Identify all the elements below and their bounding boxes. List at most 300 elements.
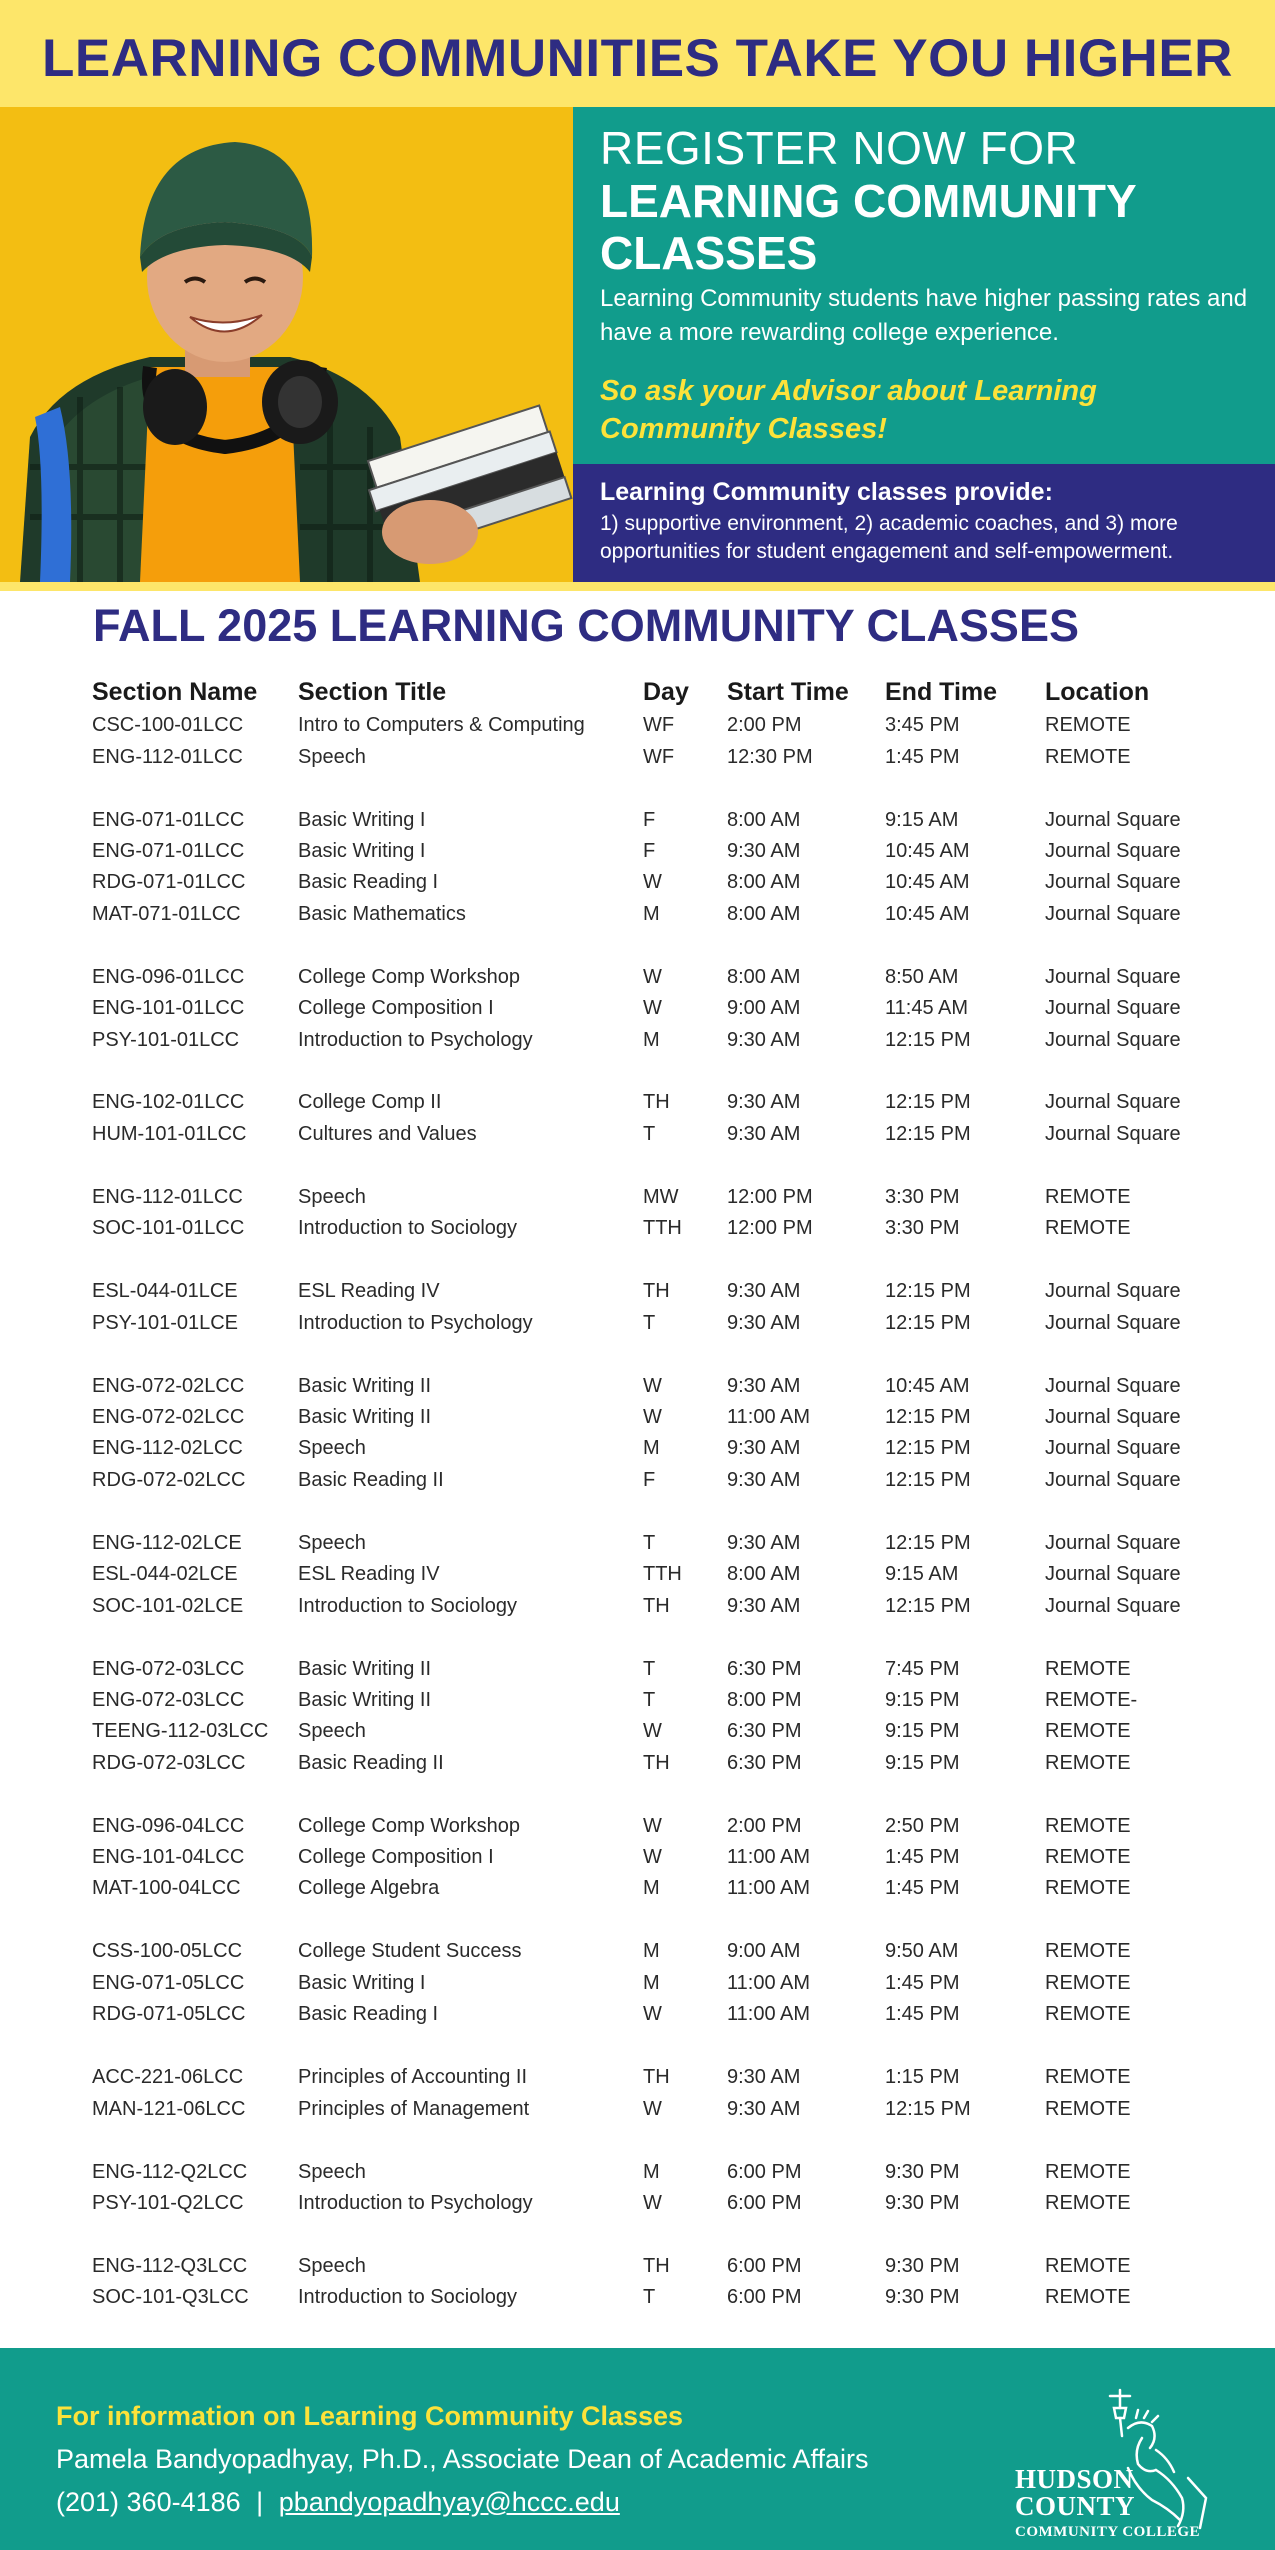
cell-start-time: 8:00 AM [727,808,801,831]
cell-day: M [643,1028,660,1051]
table-row [92,741,1225,772]
cell-day: F [643,1468,656,1491]
cell-day: WF [643,714,675,737]
cell-day: T [643,2286,656,2309]
cell-start-time: 8:00 AM [727,902,801,925]
cell-end-time: 12:15 PM [885,1280,971,1303]
cell-section-title: Intro to Computers & Computing [298,714,585,737]
cell-location: REMOTE [1045,1217,1131,1240]
group-spacer [92,1056,1225,1088]
cell-location: Journal Square [1045,1468,1181,1491]
cell-day: T [643,1311,656,1334]
cell-day: TH [643,1091,670,1114]
group-spacer-cell [92,930,1225,962]
cell-section-name: ACC-221-06LCC [92,2066,244,2089]
cell-end-time: 12:15 PM [885,1311,971,1334]
cell-section-name: SOC-101-02LCE [92,1594,244,1617]
cell-location: Journal Square [1045,1374,1181,1397]
cell-section-title: Introduction to Sociology [298,1594,518,1617]
table-row [92,1276,1225,1307]
cell-end-time: 12:15 PM [885,1437,971,1460]
cell-section-title: Basic Writing II [298,1657,431,1680]
cell-section-name: ENG-071-05LCC [92,1971,245,1994]
cell-location: Journal Square [1045,1122,1181,1145]
cell-end-time: 2:50 PM [885,1814,960,1837]
cell-start-time: 11:00 AM [727,1406,811,1428]
table-row [92,2282,1225,2313]
group-spacer-cell [92,1905,1225,1937]
cell-location: Journal Square [1045,1406,1181,1428]
group-spacer-cell [92,1496,1225,1528]
cell-end-time: 9:15 AM [885,1563,959,1586]
header-location: Location [1045,677,1150,706]
table-row [92,836,1225,867]
register-panel [573,107,1275,464]
cell-location: REMOTE [1045,1657,1131,1680]
table-row [92,1087,1225,1118]
cell-start-time: 9:30 AM [727,2097,801,2120]
cell-day: T [643,1688,656,1711]
cell-section-name: ENG-101-01LCC [92,997,245,1020]
table-row [92,1528,1225,1559]
cell-section-title: Basic Writing I [298,808,426,831]
cell-day: TH [643,1751,670,1774]
table-row [92,1402,1225,1433]
cell-location: REMOTE [1045,2254,1131,2277]
cell-section-name: PSY-101-Q2LCC [92,2191,244,2214]
cell-end-time: 12:15 PM [885,1122,971,1145]
table-row [92,2156,1225,2187]
cell-section-title: Speech [298,1185,366,1208]
cell-day: TH [643,1594,670,1617]
cell-section-title: ESL Reading IV [298,1280,440,1303]
cell-day: W [643,1846,662,1869]
group-spacer-cell [92,773,1225,805]
table-row [92,710,1225,741]
cell-section-name: RDG-072-02LCC [92,1468,246,1491]
cell-end-time: 3:45 PM [885,714,960,737]
cell-end-time: 12:15 PM [885,1028,971,1051]
cell-end-time: 12:15 PM [885,1406,971,1428]
cell-day: M [643,902,660,925]
cell-location: REMOTE [1045,1877,1131,1900]
cell-end-time: 10:45 AM [885,902,970,925]
cell-end-time: 7:45 PM [885,1657,960,1680]
schedule-header-row [92,674,1225,710]
cell-end-time: 12:15 PM [885,2097,971,2120]
register-heading-bold: LEARNING COMMUNITY CLASSES [600,175,1136,279]
cell-section-name: ENG-101-04LCC [92,1846,245,1869]
group-spacer-cell [92,1779,1225,1811]
cell-day: W [643,1374,662,1397]
cell-day: TTH [643,1217,682,1240]
cell-section-title: Cultures and Values [298,1122,477,1145]
cell-section-title: Basic Reading II [298,1751,444,1774]
table-row [92,899,1225,930]
top-banner [0,0,1275,107]
cell-start-time: 9:30 AM [727,1531,801,1554]
cell-section-name: CSS-100-05LCC [92,1940,243,1963]
cell-day: M [643,2160,660,2183]
table-row [92,1024,1225,1055]
cell-start-time: 2:00 PM [727,1814,802,1837]
contact-line [56,2487,620,2518]
header-start-time: Start Time [727,677,849,706]
cell-section-name: ENG-072-03LCC [92,1688,245,1711]
cell-section-name: PSY-101-01LCC [92,1028,240,1051]
cell-location: Journal Square [1045,1311,1181,1334]
cell-day: TH [643,2066,670,2089]
cell-start-time: 6:00 PM [727,2191,802,2214]
cell-start-time: 9:00 AM [727,1940,801,1963]
cell-day: TH [643,2254,670,2277]
cell-section-name: ENG-096-01LCC [92,965,245,988]
advisor-callout: So ask your Advisor about Learning Community Classes! [600,375,1097,445]
cell-location: REMOTE [1045,1846,1131,1869]
cell-end-time: 9:30 PM [885,2254,960,2277]
table-row [92,1748,1225,1779]
cell-section-title: Speech [298,2160,366,2183]
cell-start-time: 9:30 AM [727,1468,801,1491]
cell-start-time: 12:30 PM [727,745,813,768]
cell-day: W [643,2003,662,2026]
cell-start-time: 9:30 AM [727,1311,801,1334]
cell-start-time: 9:30 AM [727,2066,801,2089]
cell-location: REMOTE [1045,2066,1131,2089]
cell-day: TH [643,1280,670,1303]
contact-email-link[interactable]: pbandyopadhyay@hccc.edu [278,2487,620,2517]
cell-start-time: 6:30 PM [727,1720,802,1743]
table-row [92,1999,1225,2030]
benefits-panel [573,464,1275,582]
cell-location: Journal Square [1045,997,1181,1020]
cell-start-time: 6:30 PM [727,1751,802,1774]
group-spacer [92,2125,1225,2157]
cell-location: REMOTE [1045,1971,1131,1994]
logo-line-3: COMMUNITY COLLEGE [1015,2524,1201,2540]
table-row [92,1873,1225,1904]
cell-day: WF [643,745,675,768]
table-row [92,1653,1225,1684]
cell-section-title: College Comp Workshop [298,965,520,988]
cell-section-name: MAT-100-04LCC [92,1877,241,1900]
table-row [92,1811,1225,1842]
cell-end-time: 1:45 PM [885,1877,960,1900]
cell-location: Journal Square [1045,1280,1181,1303]
cell-location: Journal Square [1045,1563,1181,1586]
cell-section-name: ENG-112-01LCC [92,745,243,768]
cell-section-name: ENG-112-02LCC [92,1437,243,1460]
cell-section-name: ESL-044-02LCE [92,1563,238,1586]
cell-section-title: ESL Reading IV [298,1563,440,1586]
cell-day: T [643,1122,656,1145]
cell-day: W [643,965,662,988]
cell-section-name: ENG-112-02LCE [92,1531,242,1554]
table-row [92,1936,1225,1967]
cell-start-time: 11:00 AM [727,1877,811,1900]
group-spacer [92,1339,1225,1371]
table-row [92,2062,1225,2093]
cell-location: REMOTE- [1045,1688,1138,1711]
cell-section-name: ESL-044-01LCE [92,1280,238,1303]
cell-start-time: 6:00 PM [727,2160,802,2183]
cell-section-name: ENG-096-04LCC [92,1814,245,1837]
divider-strip [0,582,1275,591]
cell-location: Journal Square [1045,839,1181,862]
register-heading-light: REGISTER NOW FOR [600,122,1079,174]
cell-day: T [643,1657,656,1680]
cell-location: Journal Square [1045,1594,1181,1617]
cell-section-title: Basic Mathematics [298,902,466,925]
cell-day: F [643,808,656,831]
cell-start-time: 12:00 PM [727,1185,813,1208]
cell-end-time: 3:30 PM [885,1185,960,1208]
cell-section-title: Speech [298,1720,366,1743]
cell-day: W [643,1814,662,1837]
table-row [92,1119,1225,1150]
group-spacer [92,1779,1225,1811]
cell-start-time: 9:30 AM [727,1437,801,1460]
cell-section-name: ENG-072-02LCC [92,1406,245,1428]
cell-start-time: 9:30 AM [727,1280,801,1303]
cell-location: REMOTE [1045,1185,1131,1208]
cell-start-time: 9:30 AM [727,1091,801,1114]
cell-section-title: College Comp Workshop [298,1814,520,1837]
group-spacer [92,1150,1225,1182]
table-row [92,804,1225,835]
cell-end-time: 9:30 PM [885,2160,960,2183]
cell-end-time: 9:15 AM [885,808,959,831]
table-row [92,1968,1225,1999]
cell-section-title: Basic Writing I [298,1971,426,1994]
cell-start-time: 11:00 AM [727,1971,811,1994]
cell-section-title: Speech [298,745,366,768]
cell-end-time: 3:30 PM [885,1217,960,1240]
cell-location: REMOTE [1045,2191,1131,2214]
cell-end-time: 1:45 PM [885,745,960,768]
schedule-title: FALL 2025 LEARNING COMMUNITY CLASSES [93,600,1079,651]
cell-section-name: RDG-072-03LCC [92,1751,246,1774]
cell-end-time: 9:15 PM [885,1688,960,1711]
cell-section-title: Introduction to Psychology [298,1311,533,1334]
cell-section-title: Speech [298,1531,366,1554]
cell-section-title: College Comp II [298,1091,442,1114]
group-spacer [92,773,1225,805]
cell-location: Journal Square [1045,902,1181,925]
cell-day: M [643,1940,660,1963]
student-illustration [0,107,573,582]
cell-location: REMOTE [1045,2097,1131,2120]
cell-section-title: Basic Writing II [298,1374,431,1397]
cell-start-time: 11:00 AM [727,2003,811,2026]
group-spacer [92,1244,1225,1276]
cell-end-time: 11:45 AM [885,997,969,1020]
cell-section-name: MAT-071-01LCC [92,902,241,925]
cell-end-time: 12:15 PM [885,1091,971,1114]
cell-section-title: College Composition I [298,1846,494,1869]
cell-start-time: 9:30 AM [727,1374,801,1397]
cell-day: TTH [643,1563,682,1586]
table-row [92,993,1225,1024]
cell-day: M [643,1437,660,1460]
cell-section-name: SOC-101-01LCC [92,1217,245,1240]
cell-start-time: 8:00 AM [727,965,801,988]
cell-section-name: ENG-102-01LCC [92,1091,245,1114]
cell-section-title: Basic Reading II [298,1468,444,1491]
cell-section-name: ENG-071-01LCC [92,808,245,831]
cell-day: F [643,839,656,862]
group-spacer-cell [92,1056,1225,1088]
table-row [92,2093,1225,2124]
cell-section-title: Speech [298,1437,366,1460]
group-spacer-cell [92,2219,1225,2251]
cell-section-title: Basic Writing II [298,1406,431,1428]
cell-section-title: Introduction to Sociology [298,1217,518,1240]
cell-end-time: 9:15 PM [885,1751,960,1774]
table-row [92,1590,1225,1621]
cell-day: T [643,1531,656,1554]
cell-section-title: Basic Reading I [298,871,439,894]
cell-location: Journal Square [1045,1531,1181,1554]
contact-name: Pamela Bandyopadhyay, Ph.D., Associate Dean of Academic Affairs [56,2444,869,2474]
header-end-time: End Time [885,677,998,706]
cell-end-time: 10:45 AM [885,871,970,894]
cell-section-title: Basic Reading I [298,2003,439,2026]
cell-section-name: PSY-101-01LCE [92,1311,239,1334]
table-row [92,1433,1225,1464]
cell-section-name: ENG-112-Q3LCC [92,2254,248,2277]
cell-location: REMOTE [1045,745,1131,768]
table-row [92,1182,1225,1213]
cell-end-time: 9:30 PM [885,2286,960,2309]
cell-location: Journal Square [1045,1091,1181,1114]
cell-start-time: 8:00 AM [727,871,801,894]
cell-start-time: 8:00 AM [727,1563,801,1586]
cell-location: REMOTE [1045,2003,1131,2026]
cell-location: REMOTE [1045,714,1131,737]
group-spacer-cell [92,1244,1225,1276]
cell-location: REMOTE [1045,2160,1131,2183]
cell-day: W [643,1406,662,1428]
cell-section-title: Principles of Accounting II [298,2066,528,2089]
table-row [92,1465,1225,1496]
cell-section-title: Introduction to Psychology [298,2191,533,2214]
cell-location: Journal Square [1045,965,1181,988]
group-spacer [92,1496,1225,1528]
cell-start-time: 9:00 AM [727,997,801,1020]
group-spacer-cell [92,1150,1225,1182]
cell-day: MW [643,1185,679,1208]
header-section-title: Section Title [298,677,447,706]
cell-start-time: 11:00 AM [727,1846,811,1869]
table-row [92,1307,1225,1338]
cell-end-time: 1:45 PM [885,1971,960,1994]
cell-section-name: ENG-072-03LCC [92,1657,245,1680]
cell-start-time: 8:00 PM [727,1688,802,1711]
cell-end-time: 9:50 AM [885,1940,959,1963]
group-spacer-cell [92,1622,1225,1654]
college-logo [1015,2466,1200,2541]
cell-location: REMOTE [1045,1940,1131,1963]
group-spacer [92,930,1225,962]
cell-location: Journal Square [1045,808,1181,831]
cell-start-time: 12:00 PM [727,1217,813,1240]
table-row [92,1685,1225,1716]
cell-section-title: Introduction to Psychology [298,1028,533,1051]
cell-start-time: 6:00 PM [727,2286,802,2309]
table-row [92,867,1225,898]
cell-end-time: 12:15 PM [885,1531,971,1554]
cell-section-name: ENG-071-01LCC [92,839,245,862]
table-row [92,1213,1225,1244]
group-spacer-cell [92,2125,1225,2157]
group-spacer-cell [92,2030,1225,2062]
cell-section-name: RDG-071-05LCC [92,2003,246,2026]
cell-location: Journal Square [1045,1028,1181,1051]
cell-section-name: HUM-101-01LCC [92,1122,247,1145]
cell-location: REMOTE [1045,2286,1131,2309]
cell-day: W [643,997,662,1020]
cell-end-time: 9:30 PM [885,2191,960,2214]
group-spacer [92,2219,1225,2251]
benefits-heading: Learning Community classes provide: [600,478,1053,506]
cell-day: W [643,871,662,894]
schedule-table [92,674,1225,2314]
group-spacer [92,2030,1225,2062]
cell-start-time: 9:30 AM [727,1594,801,1617]
logo-line-2: COUNTY [1015,2491,1136,2521]
cell-section-name: CSC-100-01LCC [92,714,244,737]
cell-location: REMOTE [1045,1720,1131,1743]
table-row [92,1716,1225,1747]
benefits-text: 1) supportive environment, 2) academic coaches, and 3) more opportunities for student engagement and self-empowerment. [600,512,1178,563]
footer-heading: For information on Learning Community Classes [56,2401,684,2431]
cell-section-title: College Student Success [298,1940,522,1963]
cell-section-name: ENG-112-Q2LCC [92,2160,248,2183]
cell-end-time: 12:15 PM [885,1594,971,1617]
cell-day: W [643,1720,662,1743]
group-spacer-cell [92,1339,1225,1371]
cell-end-time: 10:45 AM [885,839,970,862]
cell-section-title: College Algebra [298,1877,440,1900]
header-day: Day [643,677,689,706]
cell-section-name: ENG-072-02LCC [92,1374,245,1397]
cell-section-title: Principles of Management [298,2097,530,2120]
cell-end-time: 12:15 PM [885,1468,971,1491]
cell-location: Journal Square [1045,871,1181,894]
register-description: Learning Community students have higher passing rates and have a more rewarding college experience. [600,285,1248,346]
cell-section-title: Speech [298,2254,366,2277]
cell-section-title: Basic Writing II [298,1688,431,1711]
cell-start-time: 9:30 AM [727,1028,801,1051]
cell-day: W [643,2097,662,2120]
cell-day: M [643,1971,660,1994]
table-row [92,1370,1225,1401]
logo-line-1: HUDSON [1015,2464,1134,2494]
cell-location: REMOTE [1045,1814,1131,1837]
cell-section-name: RDG-071-01LCC [92,871,246,894]
cell-section-title: College Composition I [298,997,494,1020]
cell-section-title: Basic Writing I [298,839,426,862]
contact-phone[interactable]: (201) 360-4186 [56,2487,241,2517]
group-spacer [92,1622,1225,1654]
cell-start-time: 6:00 PM [727,2254,802,2277]
header-section-name: Section Name [92,677,258,706]
cell-section-title: Introduction to Sociology [298,2286,518,2309]
table-row [92,1842,1225,1873]
cell-day: M [643,1877,660,1900]
table-row [92,2251,1225,2282]
